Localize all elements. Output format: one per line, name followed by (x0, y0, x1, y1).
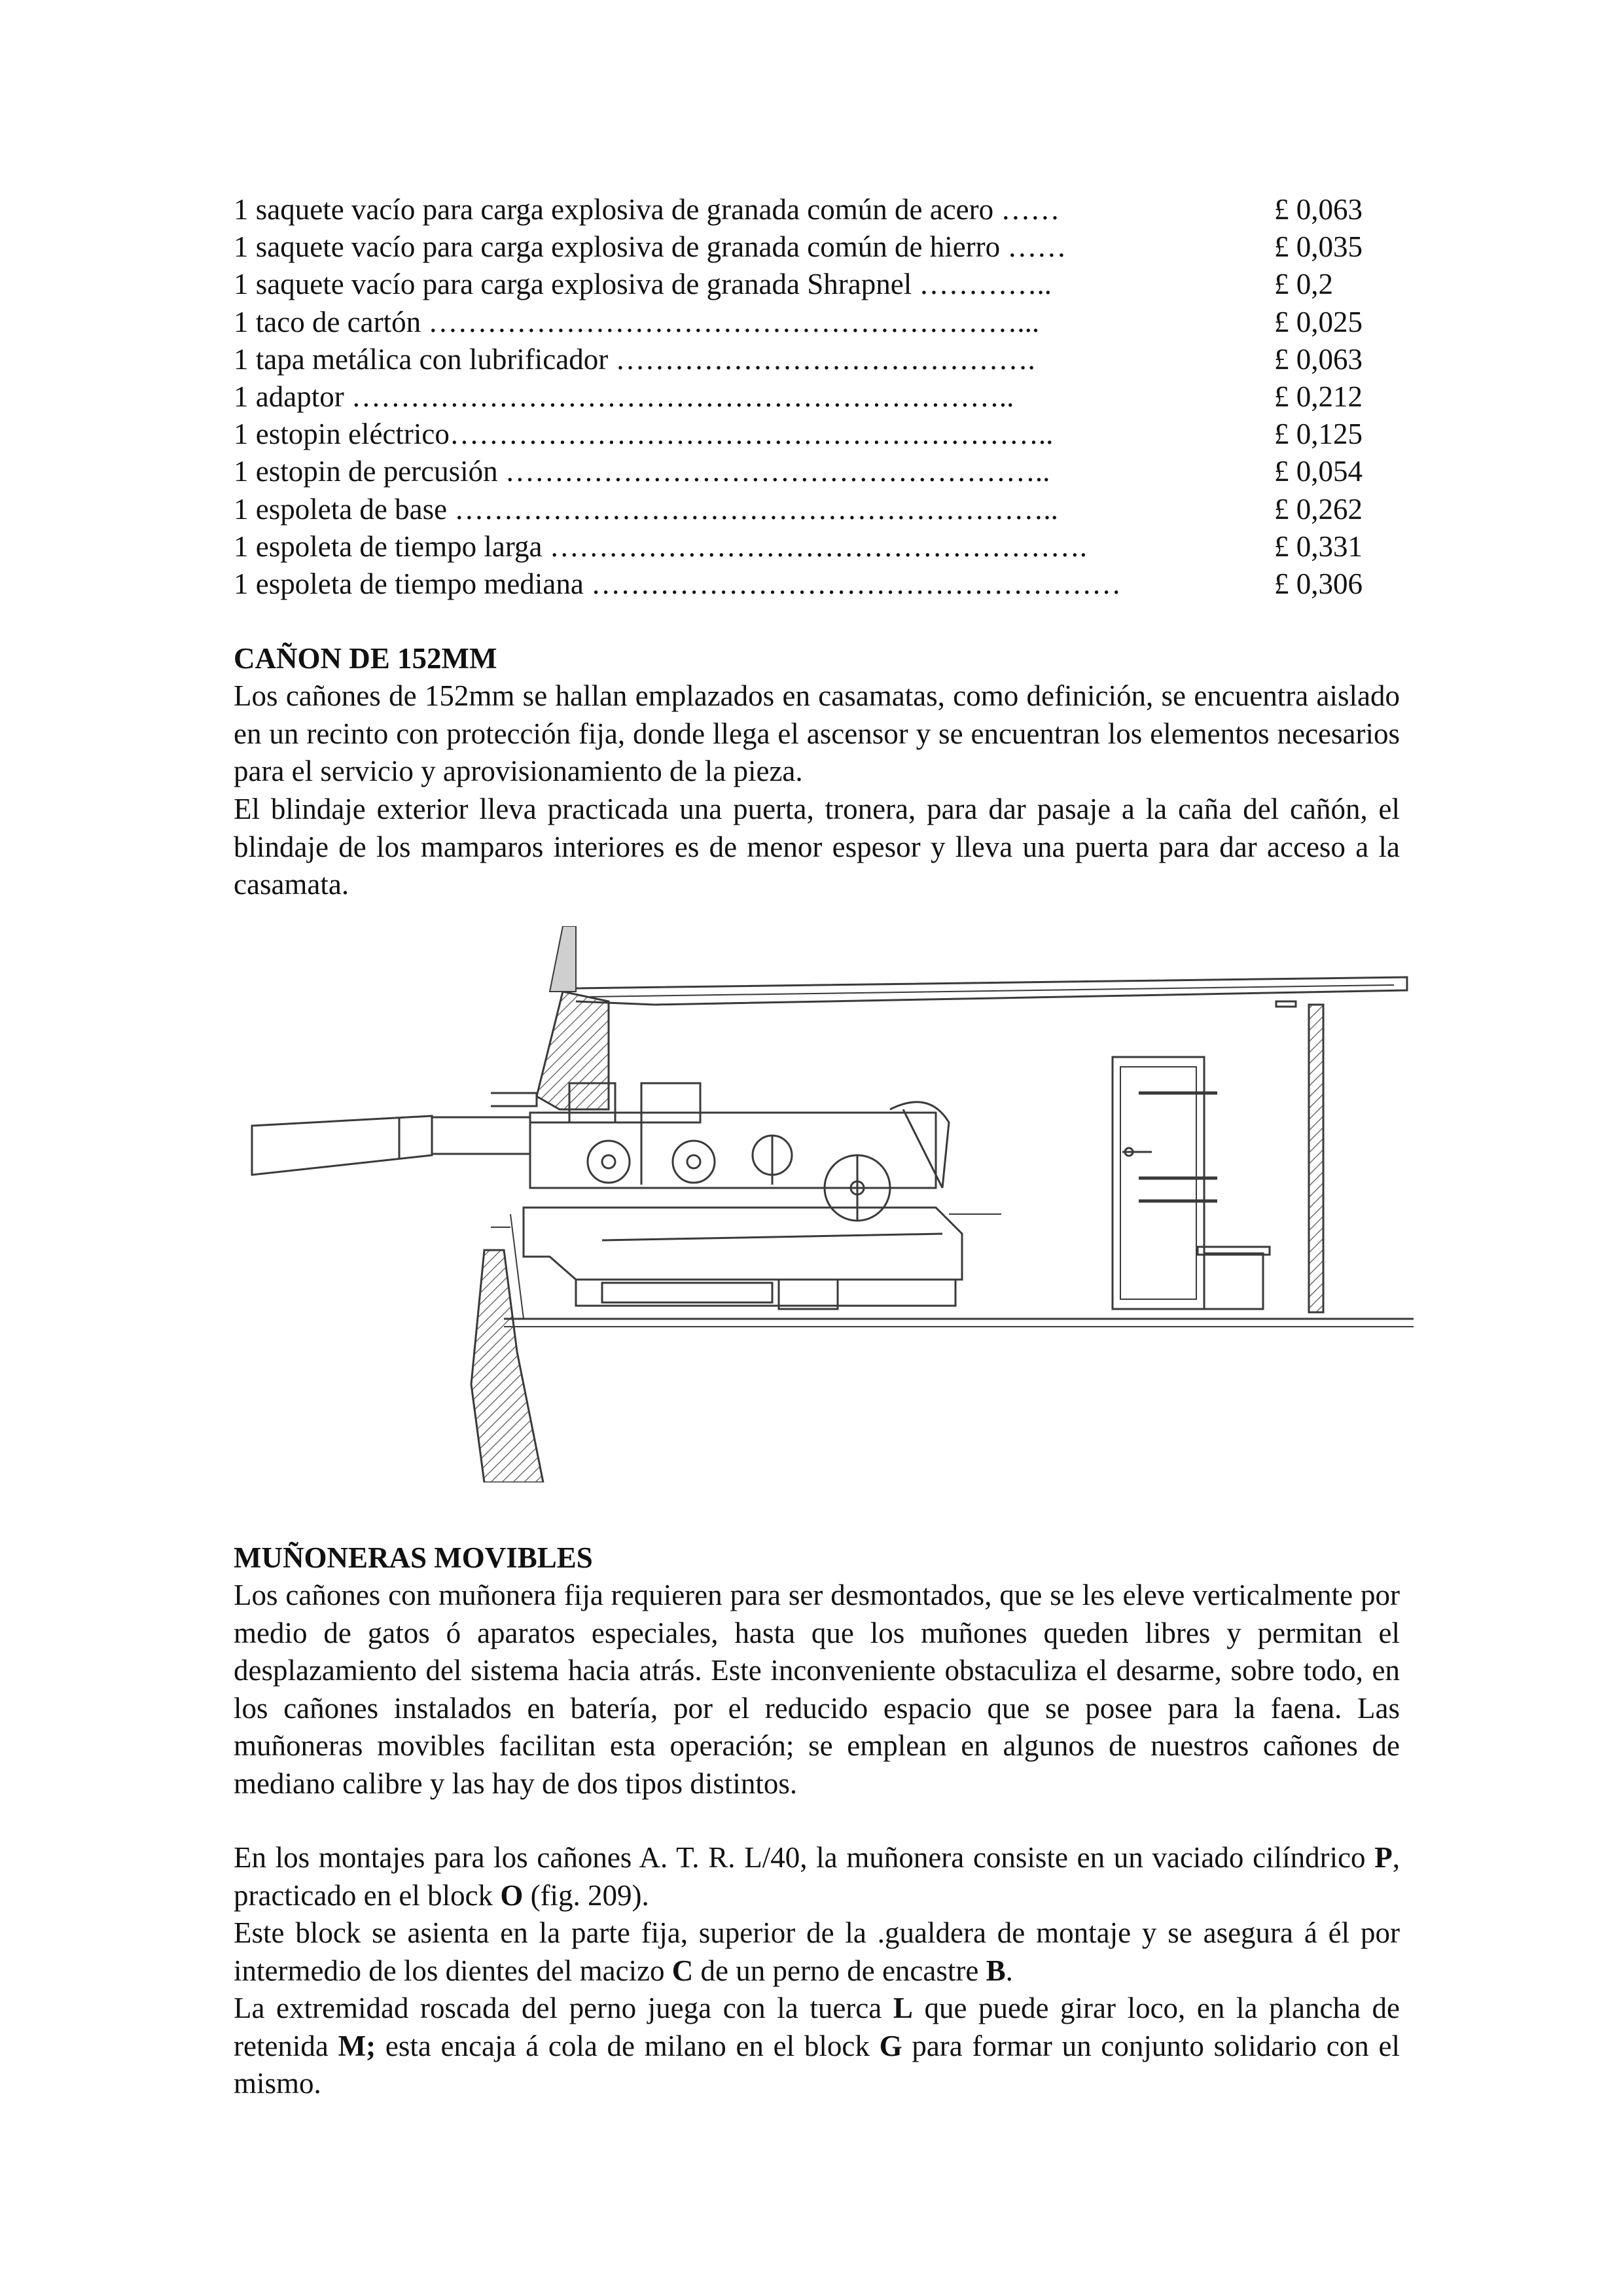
paragraph (234, 1914, 1400, 1990)
text-run: La extremidad roscada del perno juega con la tuerca (234, 1992, 893, 2024)
part-label: M; (338, 2029, 376, 2062)
price-row (234, 191, 1405, 228)
gun-carriage (524, 1208, 962, 1280)
text-run: En los montajes para los cañones A. T. R. L/40, la muñonera consiste en un vaciado cilíndrico (234, 1841, 1375, 1874)
price-item: 1 saquete vacío para carga explosiva de granada común de hierro …… (234, 230, 1067, 264)
price-row (234, 565, 1405, 603)
upper-armor-wall (537, 992, 609, 1109)
casemate-gun-figure (236, 926, 1414, 1482)
price-row (234, 416, 1405, 453)
price-item: 1 espoleta de tiempo larga ………………………………………………. (234, 529, 1088, 563)
price-value: £ 0,063 (1274, 193, 1363, 226)
section-heading-munoneras: MUÑONERAS MOVIBLES (234, 1541, 593, 1574)
part-label: G (879, 2029, 902, 2062)
price-item: 1 espoleta de base …………………………………………………….. (234, 492, 1058, 526)
price-value: £ 0,125 (1274, 418, 1363, 451)
price-list (234, 191, 1405, 603)
text-run: que puede girar loco, en la plancha de retenida (234, 1992, 1400, 2062)
part-label: B (986, 1954, 1006, 1987)
price-value: £ 0,054 (1274, 455, 1363, 488)
part-label: L (893, 1992, 913, 2024)
price-row (234, 453, 1405, 490)
price-row (234, 491, 1405, 528)
section-heading-canon: CAÑON DE 152MM (234, 642, 497, 675)
price-row (234, 378, 1405, 416)
price-value: £ 0,025 (1274, 305, 1363, 338)
text-run: de un perno de encastre (693, 1954, 986, 1987)
price-item: 1 saquete vacío para carga explosiva de granada común de acero …… (234, 193, 1060, 226)
text-run: , practicado en el block (234, 1841, 1400, 1912)
text-run: . (1005, 1954, 1013, 1987)
price-item: 1 adaptor ………………………………………………………….. (234, 380, 1014, 413)
paragraph: Los cañones con muñonera fija requieren para ser desmontados, que se les eleve verticalmente por medio de gatos ó aparatos especiales, hasta que los muñones queden libres y permitan el desplazamiento del sistema hacia atrás. Este inconveniente obstaculiza el desarme, sobre todo, en los cañones instalados en batería, por el reducido espacio que se posee para la faena. Las muñoneras movibles facilitan esta operación; se emplean en algunos de nuestros cañones de mediano calibre y las hay de dos tipos distintos. (234, 1579, 1400, 1800)
paragraph: El blindaje exterior lleva practicada una puerta, tronera, para dar pasaje a la caña del cañón, el blindaje de los mamparos interiores es de menor espesor y lleva una puerta para dar acceso a la casamata. (234, 793, 1400, 901)
bulkhead (1309, 1005, 1323, 1312)
paragraph (234, 1839, 1400, 1914)
price-item: 1 saquete vacío para carga explosiva de granada Shrapnel ………….. (234, 268, 1052, 301)
price-value: £ 0,212 (1274, 380, 1363, 413)
price-row (234, 304, 1405, 341)
price-value: £ 0,2 (1274, 268, 1333, 301)
text-run: Este block se asienta en la parte fija, superior de la .gualdera de montaje y se asegura á él por intermedio de los dientes del macizo (234, 1916, 1400, 1987)
price-item: 1 estopin de percusión ……………………………………………….. (234, 455, 1050, 488)
price-row (234, 228, 1405, 266)
paragraph: Los cañones de 152mm se hallan emplazados en casamatas, como definición, se encuentra aislado en un recinto con protección fija, donde llega el ascensor y se encuentran los elementos necesarios para el servicio y aprovisionamiento de la pieza. (234, 679, 1400, 787)
price-value: £ 0,063 (1274, 342, 1363, 376)
text-run: para formar un conjunto solidario con el mismo. (234, 2029, 1400, 2100)
price-row (234, 528, 1405, 565)
price-item: 1 tapa metálica con lubrificador ……………………………………. (234, 342, 1035, 376)
paragraph (234, 1990, 1400, 2103)
price-value: £ 0,306 (1274, 567, 1363, 600)
part-label: C (671, 1954, 694, 1987)
price-value: £ 0,035 (1274, 230, 1363, 264)
price-row (234, 341, 1405, 378)
price-value: £ 0,331 (1274, 529, 1363, 563)
bulkhead-door (1113, 1057, 1204, 1309)
price-item: 1 espoleta de tiempo mediana ……………………………………………… (234, 567, 1122, 600)
part-label: O (500, 1878, 524, 1912)
text-run: (fig. 209). (523, 1878, 649, 1912)
part-label: P (1374, 1841, 1393, 1874)
ammunition-box (1204, 1253, 1263, 1309)
text-run: esta encaja á cola de milano en el block (376, 2029, 880, 2062)
gun-barrel (252, 1116, 432, 1175)
price-value: £ 0,262 (1274, 492, 1363, 526)
price-row (234, 266, 1405, 303)
lower-armor-wall (471, 1250, 543, 1482)
price-item: 1 taco de cartón ……………………………………………………... (234, 305, 1040, 338)
price-item: 1 estopin eléctrico…………………………………………………….. (234, 418, 1054, 451)
